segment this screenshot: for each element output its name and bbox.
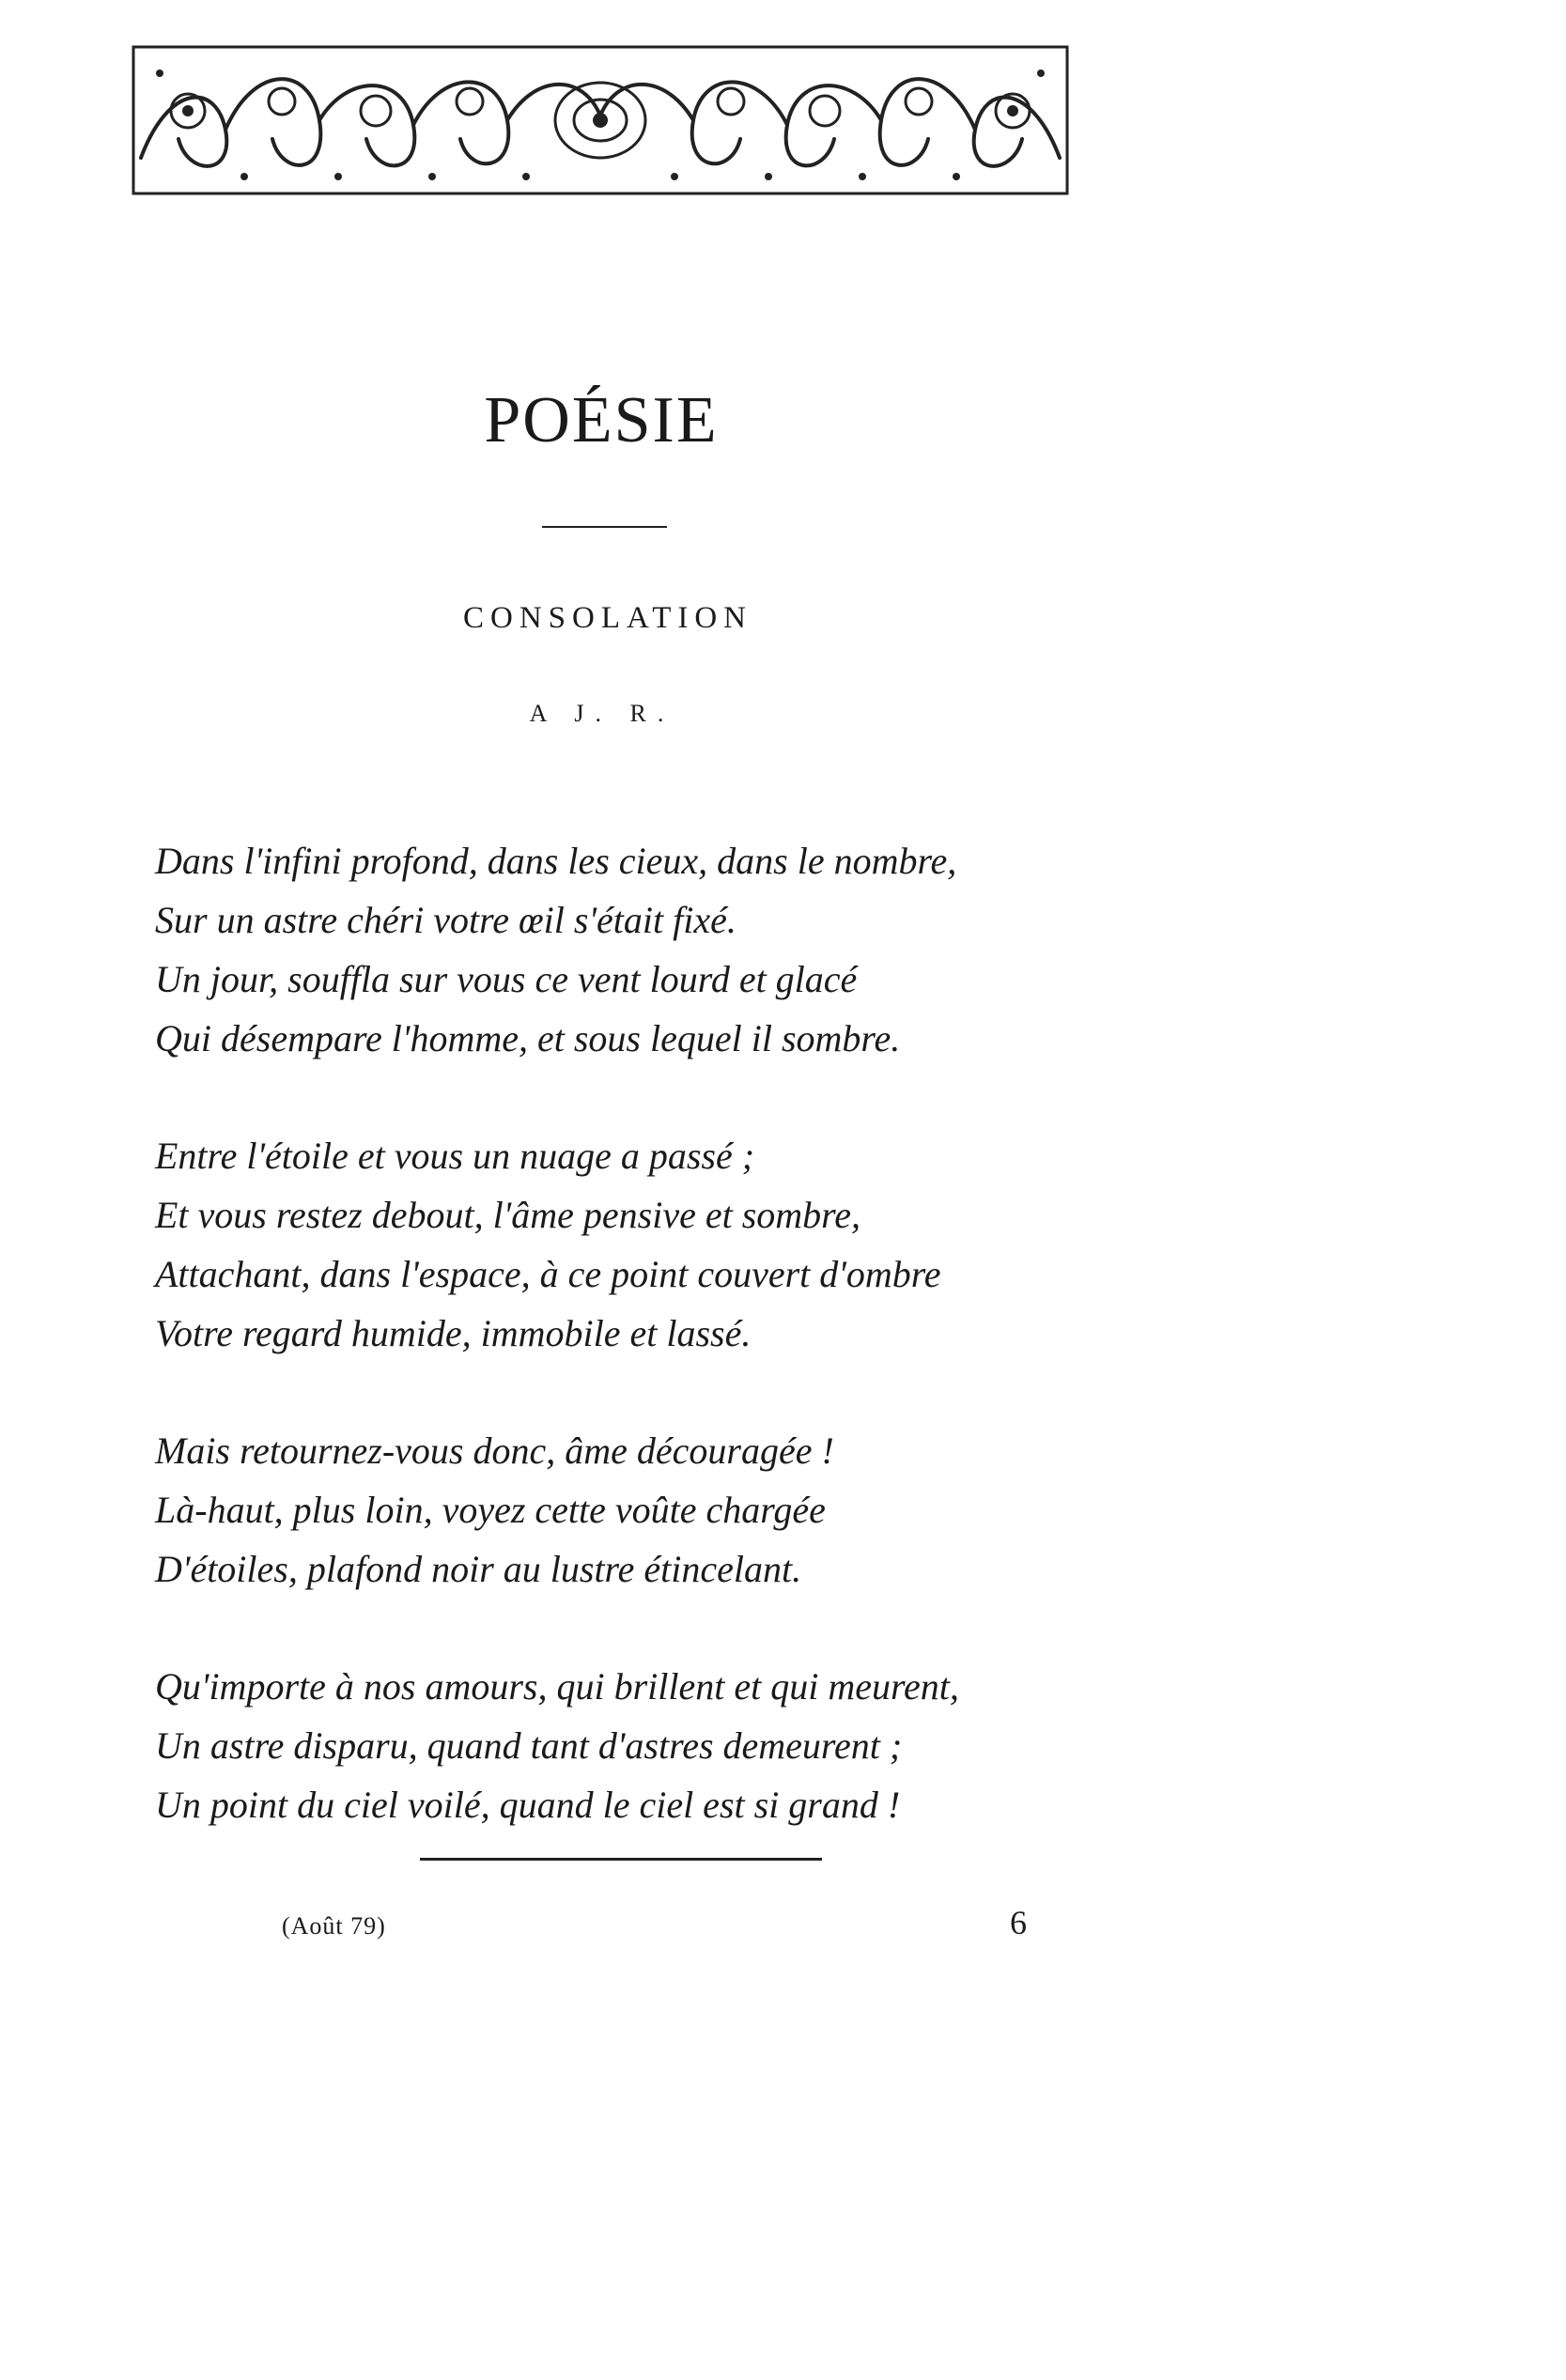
- page-number: 6: [1010, 1904, 1027, 1941]
- verse-line: Un astre disparu, quand tant d'astres demeurent ;: [155, 1724, 903, 1767]
- verse-line: Un jour, souffla sur vous ce vent lourd et glacé: [155, 958, 858, 1000]
- verse-line: Votre regard humide, immobile et lassé.: [155, 1312, 752, 1354]
- stanza: [155, 1421, 1094, 1599]
- verse-line: Mais retournez-vous donc, âme découragée !: [155, 1430, 834, 1472]
- verse-line: Entre l'étoile et vous un nuage a passé ;: [155, 1135, 755, 1177]
- stanza: [155, 1657, 1094, 1834]
- verse-line: Là-haut, plus loin, voyez cette voûte chargée: [155, 1489, 826, 1531]
- stanza: [155, 1126, 1094, 1363]
- verse-line: Un point du ciel voilé, quand le ciel est si grand !: [155, 1784, 901, 1826]
- verse-line: Dans l'infini profond, dans les cieux, dans le nombre,: [155, 840, 957, 882]
- footer-signature: (Août 79): [282, 1912, 386, 1940]
- poem-body: [155, 831, 1094, 1893]
- poem-title: CONSOLATION: [463, 601, 752, 635]
- verse-line: Qu'importe à nos amours, qui brillent et qui meurent,: [155, 1665, 959, 1708]
- title-divider: [542, 526, 667, 528]
- verse-line: Qui désempare l'homme, et sous lequel il sombre.: [155, 1017, 901, 1059]
- verse-line: D'étoiles, plafond noir au lustre étincelant.: [155, 1548, 802, 1590]
- verse-line: Attachant, dans l'espace, à ce point couvert d'ombre: [155, 1253, 941, 1295]
- footer-divider: [420, 1858, 822, 1861]
- section-title: POÉSIE: [484, 384, 719, 456]
- verse-line: Et vous restez debout, l'âme pensive et sombre,: [155, 1194, 861, 1236]
- poem-dedication: A J. R.: [529, 700, 675, 727]
- floral-scroll-ornament-icon: [132, 45, 1069, 195]
- stanza: [155, 831, 1094, 1068]
- verse-line: Sur un astre chéri votre œil s'était fixé.: [155, 899, 736, 941]
